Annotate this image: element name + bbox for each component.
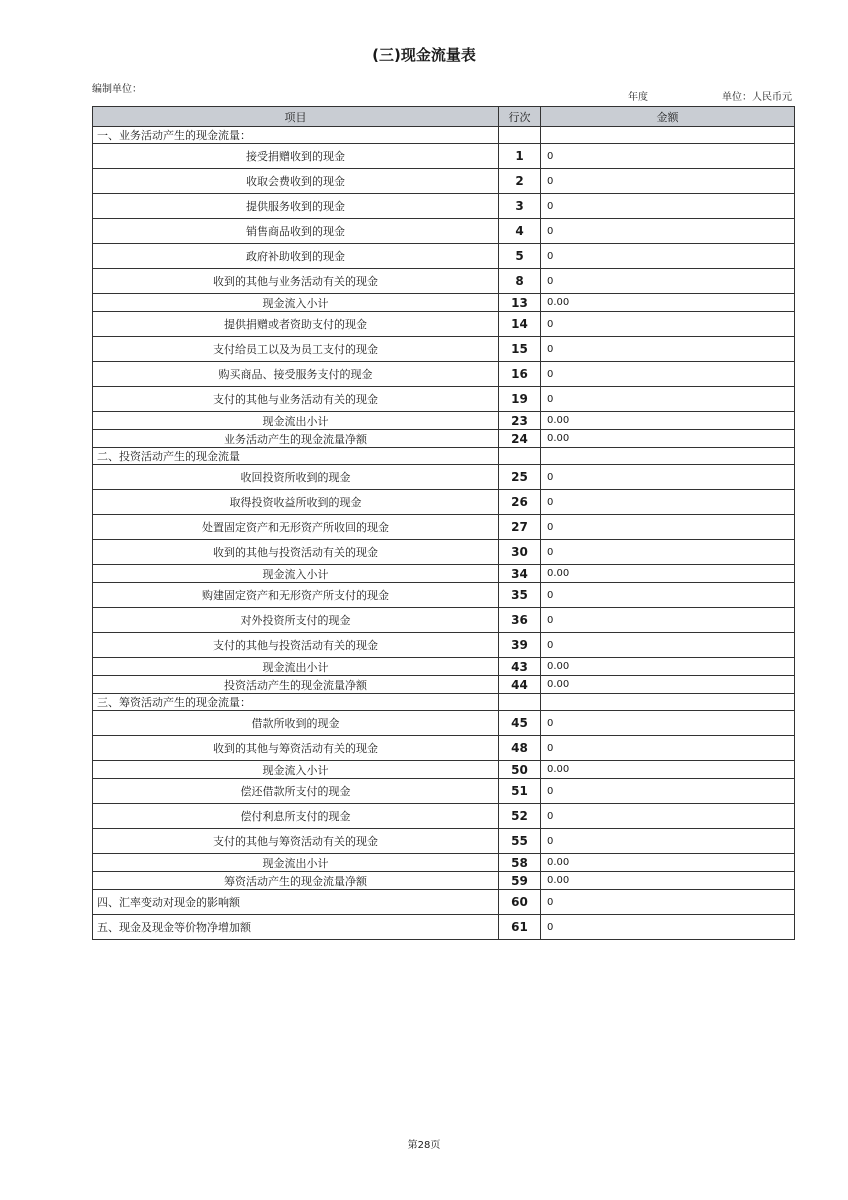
row-line-number: 23 (499, 412, 541, 430)
table-row (93, 736, 795, 761)
row-line-number: 27 (499, 515, 541, 540)
row-line-number: 39 (499, 633, 541, 658)
row-item: 支付的其他与业务活动有关的现金 (93, 387, 499, 412)
table-row (93, 633, 795, 658)
page-title: (三)现金流量表 (372, 46, 476, 64)
section-amount-empty (541, 127, 795, 144)
section-title: 三、筹资活动产生的现金流量： (93, 694, 499, 711)
row-amount: 0 (541, 804, 795, 829)
section-title: 一、业务活动产生的现金流量： (93, 127, 499, 144)
row-item: 现金流入小计 (93, 761, 499, 779)
table-row (93, 515, 795, 540)
section-title: 二、投资活动产生的现金流量 (93, 448, 499, 465)
section-header-row (93, 694, 795, 711)
table-row (93, 565, 795, 583)
row-amount: 0 (541, 362, 795, 387)
row-item: 对外投资所支付的现金 (93, 608, 499, 633)
section-header-row (93, 448, 795, 465)
row-amount: 0 (541, 244, 795, 269)
row-line-number: 45 (499, 711, 541, 736)
row-line-number: 44 (499, 676, 541, 694)
row-amount: 0.00 (541, 676, 795, 694)
row-amount: 0 (541, 490, 795, 515)
row-amount: 0 (541, 465, 795, 490)
row-line-number: 5 (499, 244, 541, 269)
row-line-number: 35 (499, 583, 541, 608)
table-row (93, 608, 795, 633)
row-line-number: 2 (499, 169, 541, 194)
table-row (93, 312, 795, 337)
row-amount: 0 (541, 169, 795, 194)
table-row (93, 779, 795, 804)
table-row (93, 829, 795, 854)
table-row (93, 169, 795, 194)
row-amount: 0.00 (541, 565, 795, 583)
row-item: 购买商品、接受服务支付的现金 (93, 362, 499, 387)
table-header-row (93, 107, 795, 127)
row-line-number: 51 (499, 779, 541, 804)
table-row (93, 711, 795, 736)
table-row (93, 362, 795, 387)
section-header-row (93, 127, 795, 144)
row-amount: 0 (541, 711, 795, 736)
row-line-number: 36 (499, 608, 541, 633)
row-amount: 0 (541, 337, 795, 362)
year-label: 年度 (628, 92, 648, 103)
row-line-number: 26 (499, 490, 541, 515)
row-item: 偿还借款所支付的现金 (93, 779, 499, 804)
row-line-number: 59 (499, 872, 541, 890)
table-row (93, 658, 795, 676)
table-row (93, 244, 795, 269)
table-row (93, 465, 795, 490)
row-item: 现金流出小计 (93, 658, 499, 676)
row-amount: 0 (541, 608, 795, 633)
summary-line-number: 60 (499, 890, 541, 915)
row-line-number: 3 (499, 194, 541, 219)
row-amount: 0 (541, 219, 795, 244)
row-item: 现金流入小计 (93, 565, 499, 583)
table-row (93, 294, 795, 312)
row-line-number: 50 (499, 761, 541, 779)
section-amount-empty (541, 448, 795, 465)
row-amount: 0.00 (541, 412, 795, 430)
row-amount: 0.00 (541, 761, 795, 779)
row-amount: 0 (541, 540, 795, 565)
table-row (93, 430, 795, 448)
table-row (93, 676, 795, 694)
table-row (93, 872, 795, 890)
column-header-amount: 金额 (541, 107, 795, 127)
row-item: 借款所收到的现金 (93, 711, 499, 736)
table-row (93, 804, 795, 829)
row-line-number: 15 (499, 337, 541, 362)
row-amount: 0 (541, 736, 795, 761)
row-line-number: 34 (499, 565, 541, 583)
row-item: 提供捐赠或者资助支付的现金 (93, 312, 499, 337)
cash-flow-table (92, 106, 795, 940)
row-line-number: 24 (499, 430, 541, 448)
row-item: 偿付利息所支付的现金 (93, 804, 499, 829)
unit-label: 单位：人民币元 (722, 92, 792, 103)
row-item: 投资活动产生的现金流量净额 (93, 676, 499, 694)
summary-row (93, 915, 795, 940)
row-amount: 0.00 (541, 658, 795, 676)
row-line-number: 14 (499, 312, 541, 337)
row-item: 业务活动产生的现金流量净额 (93, 430, 499, 448)
row-amount: 0 (541, 269, 795, 294)
row-item: 收到的其他与业务活动有关的现金 (93, 269, 499, 294)
summary-line-number: 61 (499, 915, 541, 940)
row-line-number: 52 (499, 804, 541, 829)
row-item: 收到的其他与筹资活动有关的现金 (93, 736, 499, 761)
section-amount-empty (541, 694, 795, 711)
table-row (93, 387, 795, 412)
row-amount: 0 (541, 515, 795, 540)
row-amount: 0 (541, 144, 795, 169)
row-item: 现金流入小计 (93, 294, 499, 312)
row-item: 支付给员工以及为员工支付的现金 (93, 337, 499, 362)
column-header-item: 项目 (93, 107, 499, 127)
row-amount: 0 (541, 779, 795, 804)
summary-item: 五、现金及现金等价物净增加额 (93, 915, 499, 940)
row-line-number: 4 (499, 219, 541, 244)
row-line-number: 30 (499, 540, 541, 565)
row-line-number: 1 (499, 144, 541, 169)
row-amount: 0.00 (541, 294, 795, 312)
row-amount: 0 (541, 633, 795, 658)
row-amount: 0 (541, 194, 795, 219)
row-item: 收回投资所收到的现金 (93, 465, 499, 490)
row-item: 销售商品收到的现金 (93, 219, 499, 244)
row-item: 接受捐赠收到的现金 (93, 144, 499, 169)
row-line-number: 58 (499, 854, 541, 872)
row-item: 支付的其他与投资活动有关的现金 (93, 633, 499, 658)
row-item: 收到的其他与投资活动有关的现金 (93, 540, 499, 565)
row-item: 处置固定资产和无形资产所收回的现金 (93, 515, 499, 540)
row-item: 支付的其他与筹资活动有关的现金 (93, 829, 499, 854)
row-amount: 0 (541, 312, 795, 337)
table-row (93, 854, 795, 872)
summary-row (93, 890, 795, 915)
org-label: 编制单位： (92, 84, 142, 95)
row-amount: 0.00 (541, 854, 795, 872)
row-amount: 0 (541, 829, 795, 854)
row-amount: 0 (541, 387, 795, 412)
row-item: 取得投资收益所收到的现金 (93, 490, 499, 515)
table-row (93, 761, 795, 779)
row-line-number: 8 (499, 269, 541, 294)
row-item: 收取会费收到的现金 (93, 169, 499, 194)
row-item: 购建固定资产和无形资产所支付的现金 (93, 583, 499, 608)
row-item: 政府补助收到的现金 (93, 244, 499, 269)
section-line-empty (499, 694, 541, 711)
table-row (93, 194, 795, 219)
row-item: 现金流出小计 (93, 412, 499, 430)
table-row (93, 583, 795, 608)
row-item: 提供服务收到的现金 (93, 194, 499, 219)
row-line-number: 43 (499, 658, 541, 676)
row-amount: 0 (541, 583, 795, 608)
table-row (93, 540, 795, 565)
section-line-empty (499, 127, 541, 144)
section-line-empty (499, 448, 541, 465)
row-line-number: 48 (499, 736, 541, 761)
summary-amount: 0 (541, 915, 795, 940)
row-amount: 0.00 (541, 430, 795, 448)
row-line-number: 19 (499, 387, 541, 412)
row-line-number: 13 (499, 294, 541, 312)
summary-item: 四、汇率变动对现金的影响额 (93, 890, 499, 915)
column-header-line: 行次 (499, 107, 541, 127)
row-item: 筹资活动产生的现金流量净额 (93, 872, 499, 890)
page-number: 第28页 (407, 1140, 441, 1151)
table-row (93, 144, 795, 169)
table-row (93, 269, 795, 294)
row-line-number: 25 (499, 465, 541, 490)
summary-amount: 0 (541, 890, 795, 915)
row-line-number: 16 (499, 362, 541, 387)
table-row (93, 490, 795, 515)
table-row (93, 337, 795, 362)
row-item: 现金流出小计 (93, 854, 499, 872)
row-amount: 0.00 (541, 872, 795, 890)
table-row (93, 219, 795, 244)
table-row (93, 412, 795, 430)
row-line-number: 55 (499, 829, 541, 854)
